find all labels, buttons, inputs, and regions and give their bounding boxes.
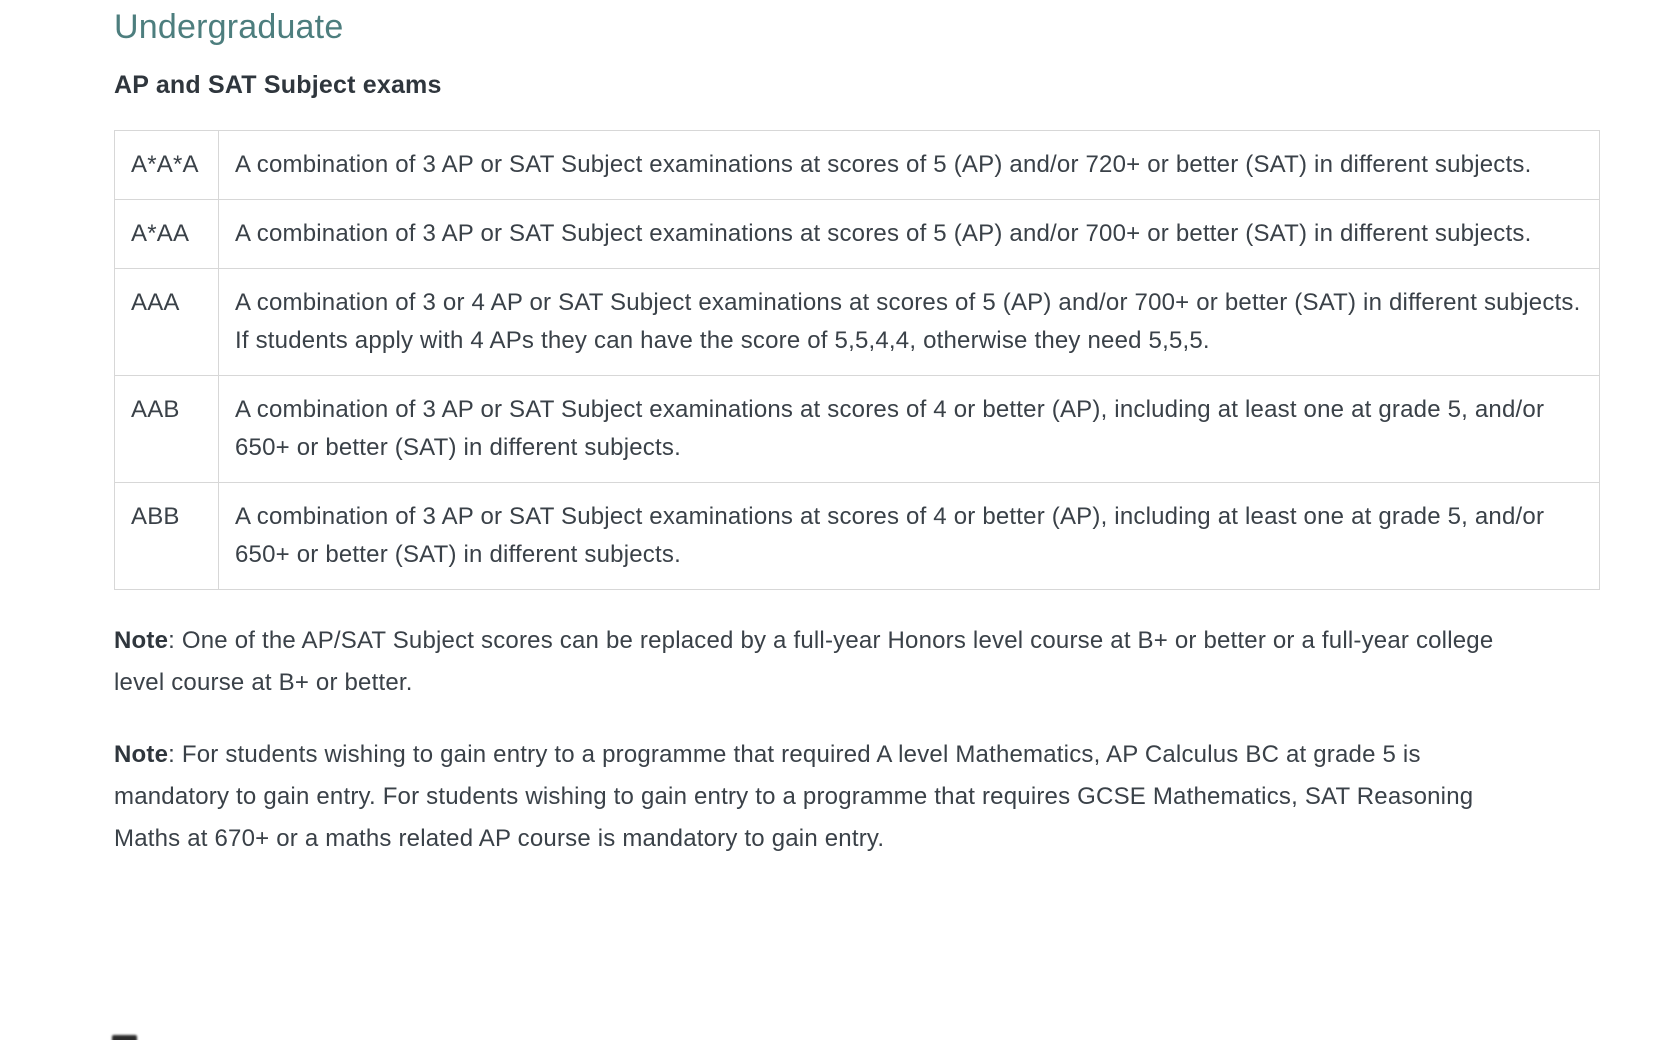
cutoff-text-fragment <box>112 1035 137 1040</box>
note-paragraph <box>114 620 1494 704</box>
note-label: Note <box>114 741 169 768</box>
grade-cell: A*A*A <box>115 131 219 200</box>
grade-cell: A*AA <box>115 200 219 269</box>
grade-cell: AAB <box>115 376 219 483</box>
note-label: Note <box>114 627 169 654</box>
description-cell: A combination of 3 AP or SAT Subject examinations at scores of 5 (AP) and/or 720+ or better (SAT) in different subjects. <box>219 131 1600 200</box>
note-text: : For students wishing to gain entry to a programme that required A level Mathematics, AP Calculus BC at grade 5 is mandatory to gain entry. For students wishing to gain entry to a programme that requires GCSE Mathematics, SAT Reasoning Maths at 670+ or a maths related AP course is mandatory to gain entry. <box>114 741 1474 852</box>
table-row <box>115 376 1600 483</box>
page-content <box>114 6 1600 860</box>
table-row <box>115 483 1600 590</box>
description-cell: A combination of 3 AP or SAT Subject examinations at scores of 5 (AP) and/or 700+ or better (SAT) in different subjects. <box>219 200 1600 269</box>
note-paragraph <box>114 734 1494 860</box>
description-cell: A combination of 3 or 4 AP or SAT Subject examinations at scores of 5 (AP) and/or 700+ or better (SAT) in different subjects. If students apply with 4 APs they can have the score of 5,5,4,4, otherwise they need 5,5,5. <box>219 269 1600 376</box>
grade-requirements-table <box>114 130 1600 590</box>
page-title: Undergraduate <box>114 8 344 46</box>
description-cell: A combination of 3 AP or SAT Subject examinations at scores of 4 or better (AP), including at least one at grade 5, and/or 650+ or better (SAT) in different subjects. <box>219 483 1600 590</box>
note-text: : One of the AP/SAT Subject scores can be replaced by a full-year Honors level course at B+ or better or a full-year college level course at B+ or better. <box>114 627 1494 696</box>
table-row <box>115 269 1600 376</box>
grade-cell: ABB <box>115 483 219 590</box>
grade-cell: AAA <box>115 269 219 376</box>
table-row <box>115 131 1600 200</box>
description-cell: A combination of 3 AP or SAT Subject examinations at scores of 4 or better (AP), including at least one at grade 5, and/or 650+ or better (SAT) in different subjects. <box>219 376 1600 483</box>
section-subtitle: AP and SAT Subject exams <box>114 71 442 99</box>
table-row <box>115 200 1600 269</box>
